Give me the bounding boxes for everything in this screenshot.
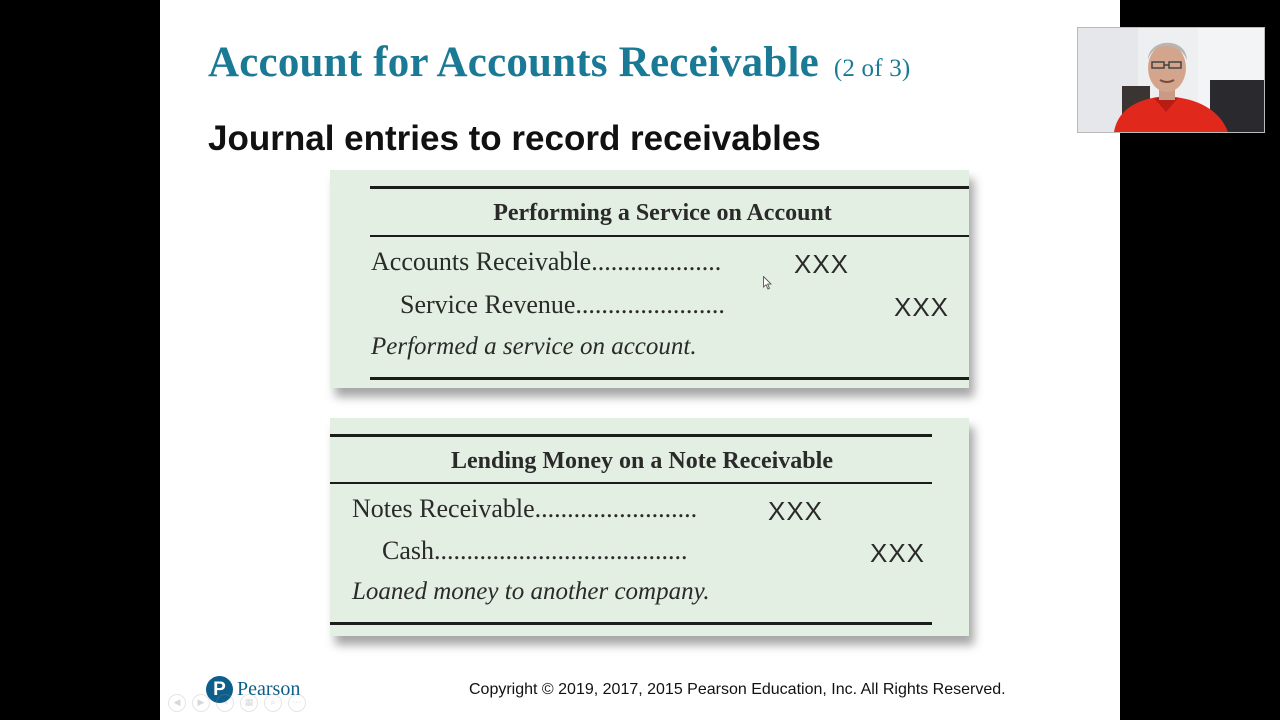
next-icon[interactable]: ▶	[192, 694, 210, 712]
slide	[160, 0, 1120, 720]
credit-account: Service Revenue.......................	[400, 290, 725, 319]
top-rule	[330, 434, 932, 437]
heading-rule	[370, 235, 969, 237]
debit-account: Accounts Receivable....................	[371, 247, 722, 276]
journal-entry-card-service	[330, 170, 969, 388]
credit-amount: XXX	[894, 292, 950, 322]
entry-memo: Loaned money to another company.	[352, 578, 710, 605]
credit-amount: XXX	[870, 538, 926, 568]
entry-heading: Lending Money on a Note Receivable	[451, 448, 833, 474]
slides-icon[interactable]: ▦	[240, 694, 258, 712]
slide-title-text: Account for Accounts Receivable	[208, 39, 819, 86]
top-rule	[370, 186, 969, 189]
credit-account: Cash.......................................	[382, 536, 688, 565]
debit-account: Notes Receivable.........................	[352, 494, 698, 523]
debit-amount: XXX	[794, 249, 850, 279]
previous-icon[interactable]: ◀	[168, 694, 186, 712]
slide-part-indicator: (2 of 3)	[833, 55, 911, 82]
presenter-video-icon	[1078, 28, 1264, 132]
bottom-rule	[330, 622, 932, 625]
more-icon[interactable]: ⋯	[288, 694, 306, 712]
bottom-rule	[370, 377, 969, 380]
heading-rule	[330, 482, 932, 484]
mouse-pointer-icon	[763, 276, 773, 290]
entry-heading: Performing a Service on Account	[493, 200, 832, 226]
journal-entry-card-note	[330, 418, 969, 636]
presenter-webcam[interactable]	[1077, 27, 1265, 133]
pearson-logo-icon: P	[206, 676, 233, 703]
pearson-logo-text: Pearson	[237, 678, 301, 700]
pen-icon[interactable]: ✎	[216, 694, 234, 712]
zoom-icon[interactable]: ⌕	[264, 694, 282, 712]
debit-amount: XXX	[768, 496, 824, 526]
slide-title	[208, 38, 910, 87]
copyright-notice: Copyright © 2019, 2017, 2015 Pearson Education, Inc. All Rights Reserved.	[469, 681, 1006, 698]
entry-memo: Performed a service on account.	[371, 333, 697, 360]
slide-subtitle: Journal entries to record receivables	[208, 119, 821, 158]
slide-show-controls	[168, 694, 306, 712]
